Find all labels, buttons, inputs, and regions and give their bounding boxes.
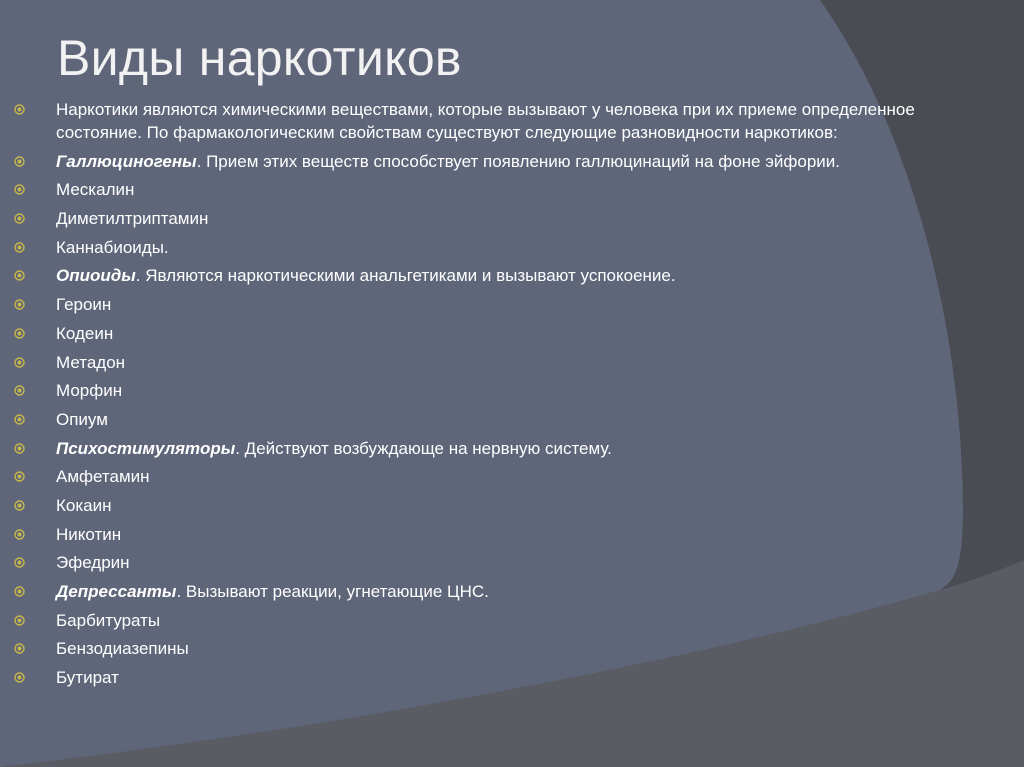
item-text: Барбитураты: [56, 610, 161, 630]
circle-bullet-icon: [14, 443, 25, 454]
list-item: [14, 379, 1004, 402]
list-item: [14, 609, 1004, 632]
circle-bullet-icon: [14, 156, 25, 167]
circle-bullet-icon: [14, 414, 25, 425]
list-item: [14, 523, 1004, 546]
category-term: Галлюциногены: [56, 151, 197, 171]
circle-bullet-icon: [14, 213, 25, 224]
category-term: Депрессанты: [56, 582, 177, 601]
item-text: . Действуют возбуждающе на нервную систему.: [235, 438, 612, 458]
item-text: . Вызывают реакции, угнетающие ЦНС.: [176, 582, 489, 601]
circle-bullet-icon: [14, 299, 25, 310]
item-text: Метадон: [56, 352, 126, 372]
circle-bullet-icon: [14, 615, 25, 626]
list-item: [14, 150, 1004, 173]
category-term: Психостимуляторы: [56, 438, 236, 458]
item-text: Морфин: [56, 381, 123, 401]
list-item: [14, 207, 1004, 230]
circle-bullet-icon: [14, 385, 25, 396]
list-item: [14, 351, 1004, 374]
list-item: [14, 264, 1004, 287]
circle-bullet-icon: [14, 242, 25, 253]
circle-bullet-icon: [14, 104, 25, 115]
list-item: [14, 494, 1004, 517]
item-text: Кокаин: [56, 495, 112, 515]
list-item: [14, 551, 1004, 574]
circle-bullet-icon: [14, 672, 25, 683]
list-item: [14, 236, 1004, 259]
circle-bullet-icon: [14, 557, 25, 568]
item-text: Героин: [56, 295, 112, 315]
item-text: Кодеин: [56, 323, 114, 343]
list-item-intro: [14, 98, 1004, 144]
circle-bullet-icon: [14, 328, 25, 339]
bullet-list: [14, 98, 1004, 695]
list-item: [14, 465, 1004, 488]
item-text: Мескалин: [56, 180, 135, 200]
list-item: [14, 322, 1004, 345]
circle-bullet-icon: [14, 586, 25, 597]
item-text: . Прием этих веществ способствует появлению галлюцинаций на фоне эйфории.: [196, 151, 841, 171]
circle-bullet-icon: [14, 184, 25, 195]
item-text: . Являются наркотическими анальгетиками и вызывают успокоение.: [135, 266, 676, 286]
circle-bullet-icon: [14, 529, 25, 540]
item-text: Никотин: [56, 524, 122, 544]
item-text: Эфедрин: [56, 553, 130, 573]
item-text: Каннабиоиды.: [56, 237, 169, 257]
item-text: Опиум: [56, 409, 108, 429]
circle-bullet-icon: [14, 500, 25, 511]
intro-text: Наркотики являются химическими веществами, которые вызывают у человека при их приеме определенное состояние. По фармакологическим свойствам существуют следующие разновидности наркотиков:: [56, 100, 915, 142]
category-term: Опиоиды: [56, 266, 136, 286]
page-title: Виды наркотиков: [57, 30, 462, 86]
item-text: Диметилтриптамин: [56, 209, 209, 229]
list-item: [14, 293, 1004, 316]
circle-bullet-icon: [14, 357, 25, 368]
list-item: [14, 637, 1004, 660]
item-text: Бутират: [56, 668, 119, 688]
circle-bullet-icon: [14, 643, 25, 654]
circle-bullet-icon: [14, 471, 25, 482]
circle-bullet-icon: [14, 270, 25, 281]
list-item: [14, 580, 1004, 603]
list-item: [14, 666, 1004, 689]
list-item: [14, 178, 1004, 201]
item-text: Бензодиазепины: [56, 639, 189, 659]
item-text: Амфетамин: [56, 467, 150, 487]
list-item: [14, 408, 1004, 431]
list-item: [14, 437, 1004, 460]
